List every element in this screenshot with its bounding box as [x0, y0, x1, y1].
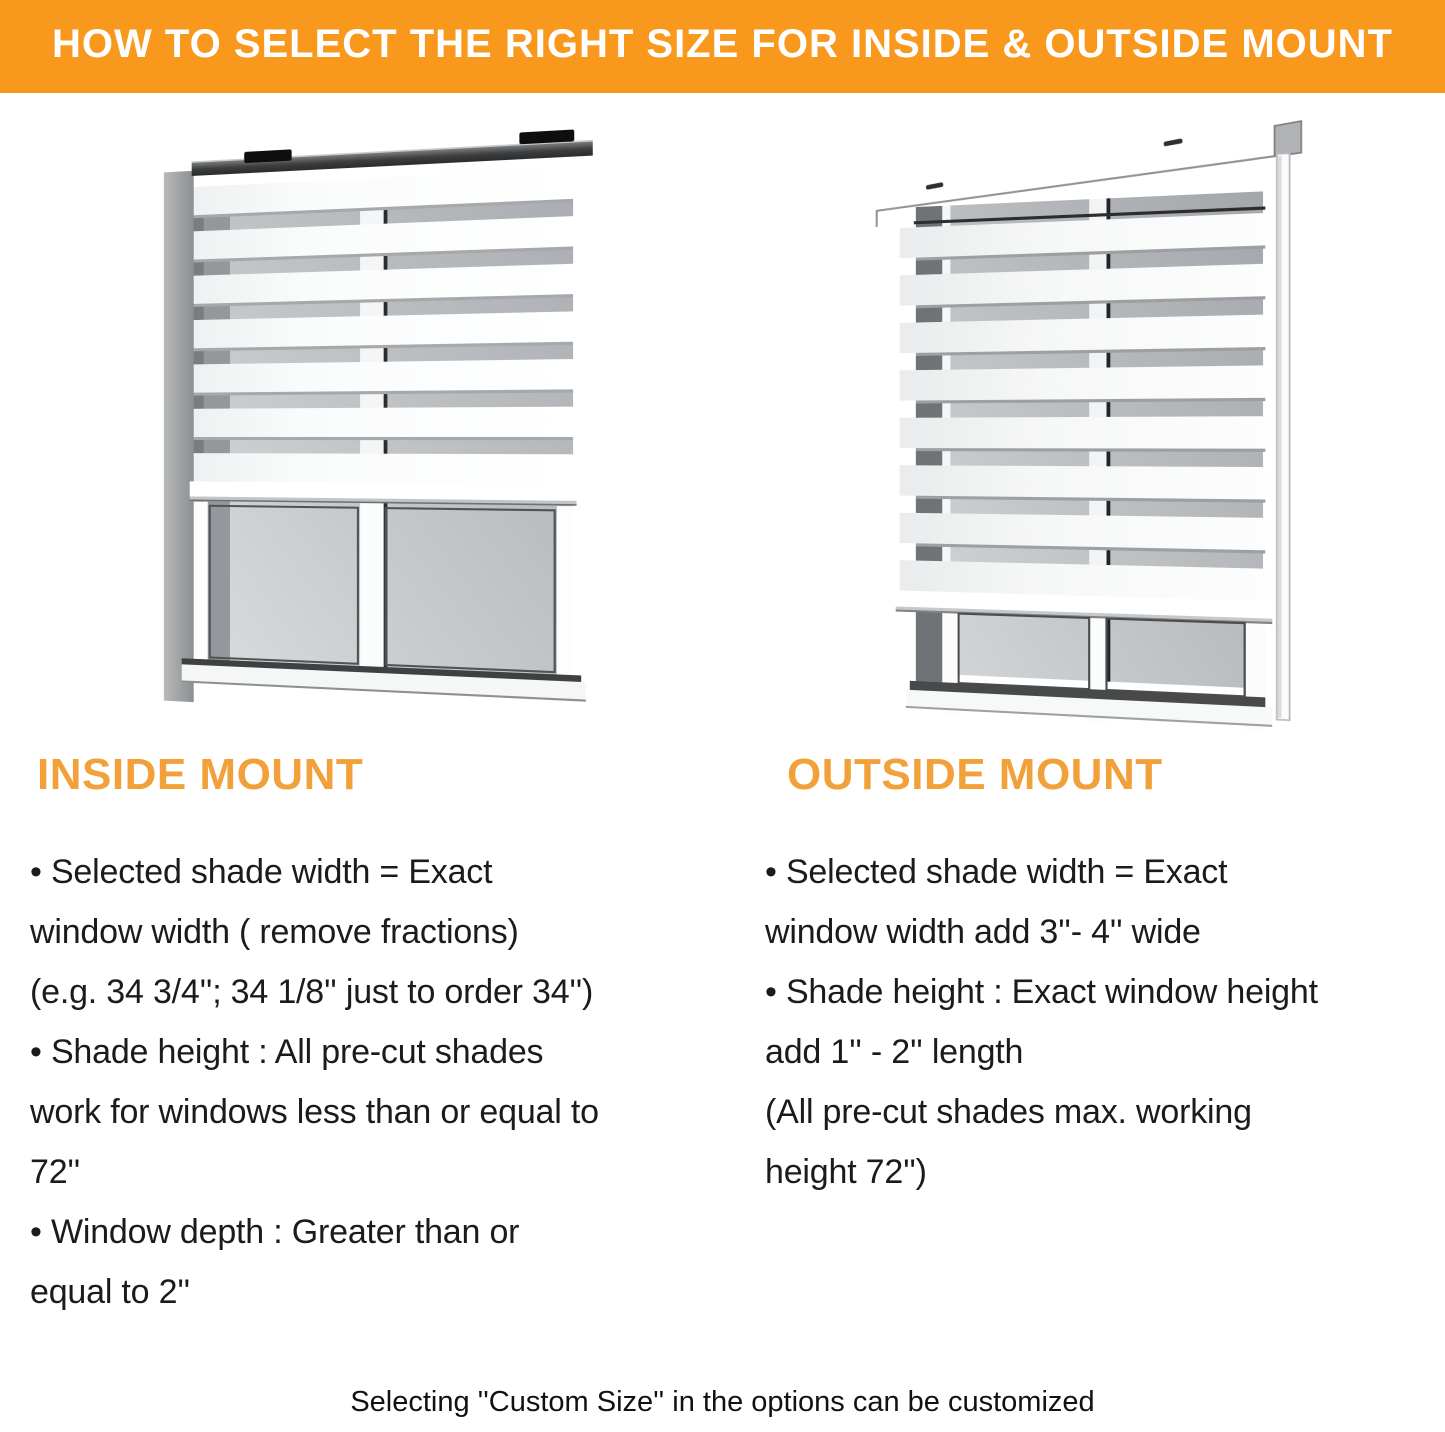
- inside-mount-line: (e.g. 34 3/4''; 34 1/8'' just to order 34''): [30, 973, 594, 1011]
- window-jamb: [164, 171, 194, 702]
- outside-mount-line: (All pre-cut shades max. working: [765, 1093, 1252, 1131]
- outside-mount-line: • Selected shade width = Exact: [765, 853, 1228, 891]
- outside-mount-line: height 72''): [765, 1153, 927, 1191]
- inside-mount-line: • Shade height : All pre-cut shades: [30, 1033, 544, 1071]
- outside-mount-window-drawing: [850, 108, 1401, 773]
- footer-note: Selecting ''Custom Size'' in the options can be customized: [350, 1386, 1095, 1418]
- mounting-bracket: [1275, 121, 1302, 156]
- banner-title: HOW TO SELECT THE RIGHT SIZE FOR INSIDE & OUTSIDE MOUNT: [52, 22, 1393, 66]
- outside-mount-illustration: [850, 140, 1355, 740]
- outside-mount-line: window width add 3''- 4'' wide: [765, 913, 1201, 951]
- inside-mount-line: work for windows less than or equal to: [30, 1093, 599, 1131]
- inside-mount-line: equal to 2'': [30, 1273, 190, 1311]
- headrail: [192, 128, 593, 176]
- outside-mount-line: • Shade height : Exact window height: [765, 973, 1318, 1011]
- outside-mount-line: add 1'' - 2'' length: [765, 1033, 1024, 1071]
- outside-mount-text: [765, 842, 1435, 1202]
- inside-mount-window-drawing: [152, 116, 655, 759]
- inside-mount-illustration: [152, 145, 617, 730]
- inside-mount-line: 72'': [30, 1153, 81, 1191]
- inside-mount-line: • Window depth : Greater than or: [30, 1213, 520, 1251]
- inside-mount-text: [30, 842, 690, 1322]
- outside-mount-heading: OUTSIDE MOUNT: [787, 750, 1163, 799]
- banner: [0, 0, 1445, 93]
- inside-mount-line: • Selected shade width = Exact: [30, 853, 493, 891]
- inside-mount-heading: INSIDE MOUNT: [37, 750, 364, 799]
- inside-mount-line: window width ( remove fractions): [30, 913, 519, 951]
- side-rail: [1277, 153, 1290, 720]
